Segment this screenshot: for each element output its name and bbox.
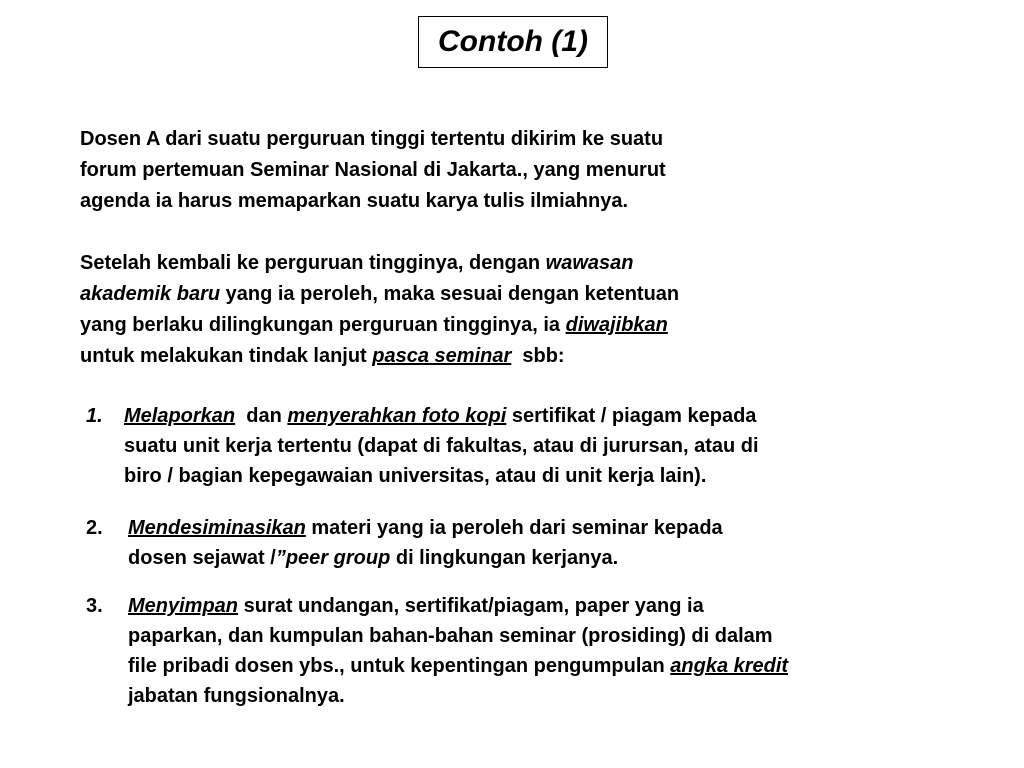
paragraph-intro-line: forum pertemuan Seminar Nasional di Jakarta., yang menurut <box>80 159 666 181</box>
emphasis-text: akademik baru <box>80 283 221 305</box>
list-item-line <box>128 651 986 681</box>
list-item-1 <box>86 401 986 491</box>
list-item-body <box>128 591 986 711</box>
list-item-line <box>124 401 986 431</box>
text-run: materi yang ia peroleh dari seminar kepada <box>305 517 723 539</box>
list-item-number: 3. <box>86 595 103 617</box>
paragraph-followup-line <box>80 279 920 310</box>
list-item-line: biro / bagian kepegawaian universitas, atau di unit kerja lain). <box>124 465 707 487</box>
slide-title <box>418 16 608 68</box>
paragraph-followup-line <box>80 248 920 279</box>
paragraph-followup-line <box>80 341 920 372</box>
emphasis-underline-text: menyerahkan foto kopi <box>287 405 507 427</box>
emphasis-underline-text: Menyimpan <box>128 595 239 617</box>
emphasis-underline-text: Melaporkan <box>124 405 236 427</box>
emphasis-text: wawasan <box>545 252 634 274</box>
text-run: dan <box>235 405 288 427</box>
text-run: sertifikat / piagam kepada <box>506 405 757 427</box>
list-item-number: 2. <box>86 517 103 539</box>
list-item-line: jabatan fungsionalnya. <box>128 685 345 707</box>
emphasis-underline-text: Mendesiminasikan <box>128 517 306 539</box>
text-run: untuk melakukan tindak lanjut <box>80 345 373 367</box>
text-run: dosen sejawat / <box>128 547 276 569</box>
paragraph-followup <box>80 248 920 372</box>
list-item-body <box>128 513 986 573</box>
list-item-line <box>128 513 986 543</box>
list-item-body <box>124 401 986 491</box>
list-item-number: 1. <box>86 405 103 427</box>
text-run: sbb: <box>511 345 565 367</box>
emphasis-text: ”peer group <box>275 547 391 569</box>
emphasis-underline-text: diwajibkan <box>565 314 668 336</box>
list-item-line: paparkan, dan kumpulan bahan-bahan seminar (prosiding) di dalam <box>128 625 773 647</box>
paragraph-intro-line: agenda ia harus memaparkan suatu karya tulis ilmiahnya. <box>80 190 628 212</box>
emphasis-underline-text: angka kredit <box>670 655 789 677</box>
text-run: yang ia peroleh, maka sesuai dengan ketentuan <box>220 283 680 305</box>
paragraph-followup-line <box>80 310 920 341</box>
list-item-line <box>128 591 986 621</box>
text-run: di lingkungan kerjanya. <box>390 547 619 569</box>
text-run: surat undangan, sertifikat/piagam, paper yang ia <box>238 595 704 617</box>
list-item-line <box>128 543 986 573</box>
list-item-line: suatu unit kerja tertentu (dapat di fakultas, atau di jurursan, atau di <box>124 435 759 457</box>
emphasis-underline-text: pasca seminar <box>372 345 512 367</box>
text-run: Setelah kembali ke perguruan tingginya, dengan <box>80 252 546 274</box>
paragraph-intro <box>80 124 920 217</box>
list-item-3 <box>86 591 986 711</box>
text-run: yang berlaku dilingkungan perguruan tingginya, ia <box>80 314 566 336</box>
slide-title-text: Contoh (1) <box>438 25 588 58</box>
text-run: file pribadi dosen ybs., untuk kepentingan pengumpulan <box>128 655 671 677</box>
list-item-2 <box>86 513 986 573</box>
paragraph-intro-line: Dosen A dari suatu perguruan tinggi tertentu dikirim ke suatu <box>80 128 664 150</box>
